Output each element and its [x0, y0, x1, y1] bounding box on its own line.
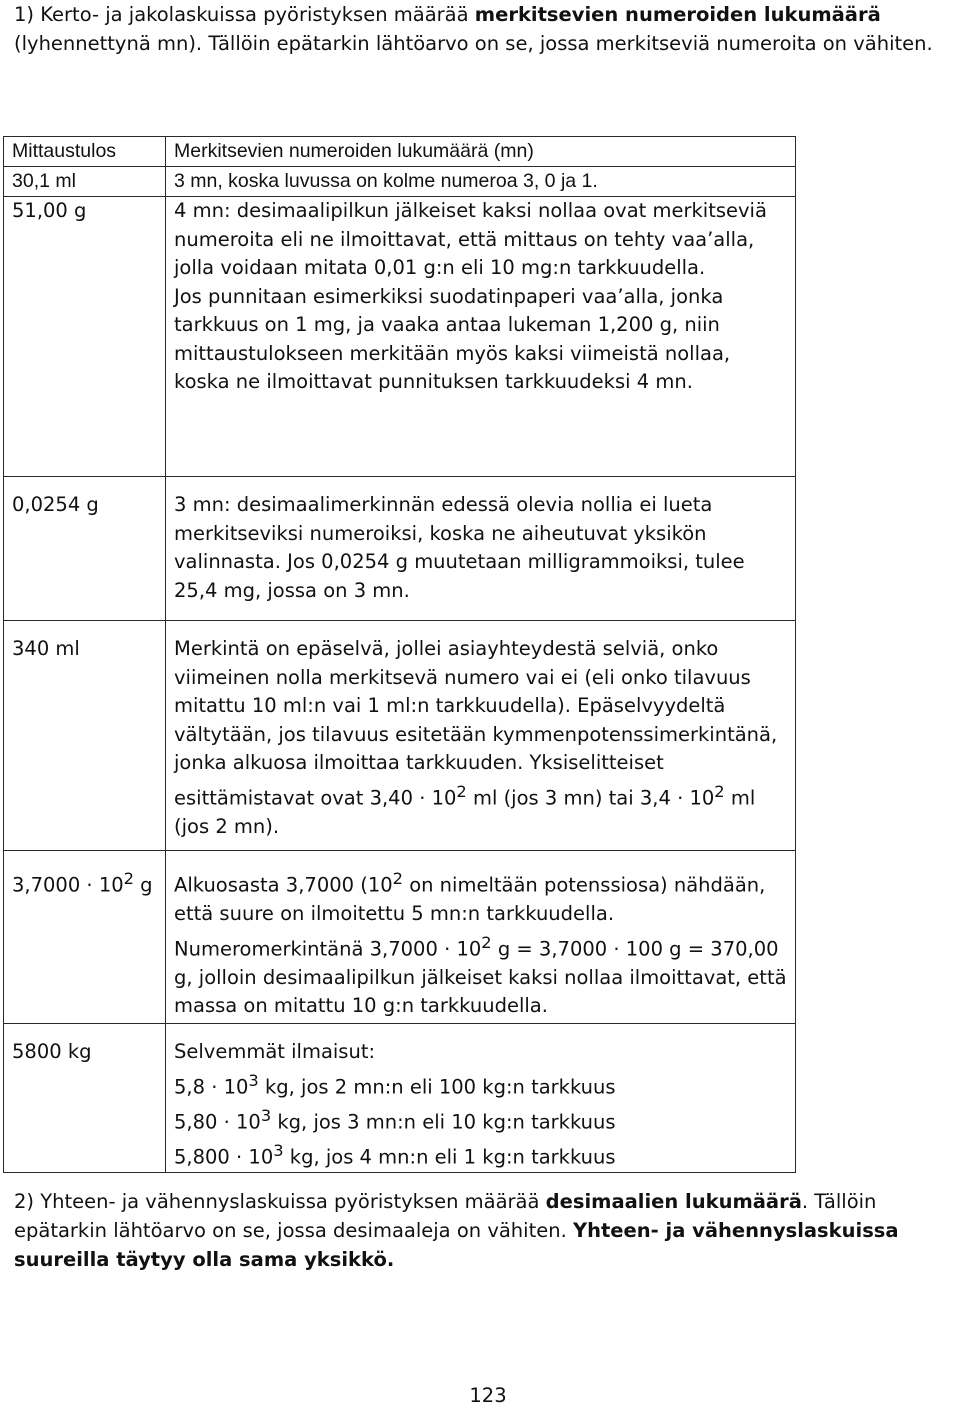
row-value: 30,1 ml [4, 167, 166, 197]
row-intro: Selvemmät ilmaisut: [174, 1040, 376, 1063]
header-sig-figs: Merkitsevien numeroiden lukumäärä (mn) [166, 137, 796, 167]
row-text-cell [166, 621, 796, 851]
row-text-cell [166, 851, 796, 1024]
table-row [4, 197, 796, 477]
exponent: 2 [714, 781, 725, 801]
intro-text-2: (lyhennettynä mn). Tällöin epätarkin lähtöarvo on se, jossa merkitseviä numeroita on vähiten. [14, 32, 933, 55]
row-value-text: $3,7000 \cdot 10^2$ g [12, 869, 153, 897]
outro-bold-2: Yhteen- ja vähennyslaskuissa suureilla täytyy olla sama yksikkö. [14, 1219, 899, 1271]
header-measurement: Mittaustulos [4, 137, 166, 167]
row-text: Merkintä on epäselvä, jollei asiayhteydestä selviä, onko viimeinen nolla merkitsevä numero vai ei (eli onko tilavuus mitattu 10 ml:n vai 1 ml:n tarkkuudella). Epäselvyydeltä vältytään, jos tilavuus esitetään kymmenpotenssimerkintänä, jonka alkuosa ilmoittaa tarkkuuden. Yksiselitteiset esittämistavat ovat $3,40 \cdot 10^2$ ml (jos 3 mn) tai $3,4 \cdot 10^2$ ml (jos 2 mn). [174, 637, 778, 838]
row-value [4, 851, 166, 1024]
outro-paragraph [14, 1187, 950, 1274]
page-number: 123 [469, 1384, 507, 1407]
row-value [4, 477, 166, 621]
expression-line: $5,8 \cdot 10^3$ kg, jos 2 mn:n eli 100 kg:n tarkkuus [174, 1070, 616, 1098]
exponent: 3 [273, 1140, 284, 1160]
row-text-cell [166, 197, 796, 477]
row-text: 4 mn: desimaalipilkun jälkeiset kaksi nollaa ovat merkitseviä numeroita eli ne ilmoittavat, että mittaus on tehty vaa’alla, jolla voidaan mitata 0,01 g:n eli 10 mg:n tarkkuudella. [174, 199, 767, 279]
row-text-cell [166, 477, 796, 621]
expression-line: $5,800 \cdot 10^3$ kg, jos 4 mn:n eli 1 kg:n tarkkuus [174, 1140, 616, 1168]
table-row [4, 477, 796, 621]
row-value-text: 5800 kg [12, 1040, 92, 1063]
row-text-extra: Jos punnitaan esimerkiksi suodatinpaperi vaa’alla, jonka tarkkuus on 1 mg, ja vaaka antaa lukeman 1,200 g, niin mittaustulokseen merkitään myös kaksi viimeistä nollaa, koska ne ilmoittavat punnituksen tarkkuudeksi 4 mn. [174, 284, 731, 393]
exponent: 2 [481, 932, 492, 952]
row-text: 3 mn: desimaalimerkinnän edessä olevia nollia ei lueta merkitseviksi numeroiksi, koska ne aiheutuvat yksikön valinnasta. Jos 0,0254 g muutetaan milligrammoiksi, tulee 25,4 mg, jossa on 3 mn. [174, 493, 745, 602]
table-header-row [4, 137, 796, 167]
intro-paragraph [14, 0, 950, 58]
row-value-text: 0,0254 g [12, 493, 99, 516]
exponent: 2 [123, 869, 134, 888]
exponent: 2 [392, 869, 403, 888]
table-row [4, 167, 796, 197]
row-value [4, 1024, 166, 1173]
row-text-cell [166, 1024, 796, 1173]
intro-bold: merkitsevien numeroiden lukumäärä [474, 3, 881, 26]
row-value: 51,00 g [4, 197, 166, 477]
outro-bold-1: desimaalien lukumäärä [545, 1190, 802, 1213]
exponent: 3 [248, 1070, 259, 1090]
exponent: 3 [260, 1105, 272, 1125]
intro-text-1: 1) Kerto- ja jakolaskuissa pyöristyksen määrää [14, 3, 475, 26]
row-value-text: 340 ml [12, 637, 80, 660]
table-row [4, 621, 796, 851]
row-text: Alkuosasta 3,7000 ($10^2$ on nimeltään potenssiosa) nähdään, että suure on ilmoitettu 5 mn:n tarkkuudella. Numeromerkintänä $3,7000 \cdot 10^2$ g = 3,7000 · 100 g = 370,00 g, jolloin desimaalipilkun jälkeiset kaksi nollaa ilmoittavat, että massa on mitattu 10 g:n tarkkuudella. [174, 869, 787, 1017]
table-row [4, 1024, 796, 1173]
significant-figures-table [3, 136, 796, 1173]
outro-text-1: 2) Yhteen- ja vähennyslaskuissa pyöristyksen määrää [14, 1190, 546, 1213]
row-text: 3 mn, koska luvussa on kolme numeroa 3, 0 ja 1. [166, 167, 796, 197]
row-value [4, 621, 166, 851]
exponent: 2 [456, 781, 467, 801]
outro-text-2: . Tällöin epätarkin lähtöarvo on se, jossa desimaaleja on vähiten. [14, 1190, 877, 1242]
table-row [4, 851, 796, 1024]
expression-line: $5,80 \cdot 10^3$ kg, jos 3 mn:n eli 10 kg:n tarkkuus [174, 1105, 616, 1133]
